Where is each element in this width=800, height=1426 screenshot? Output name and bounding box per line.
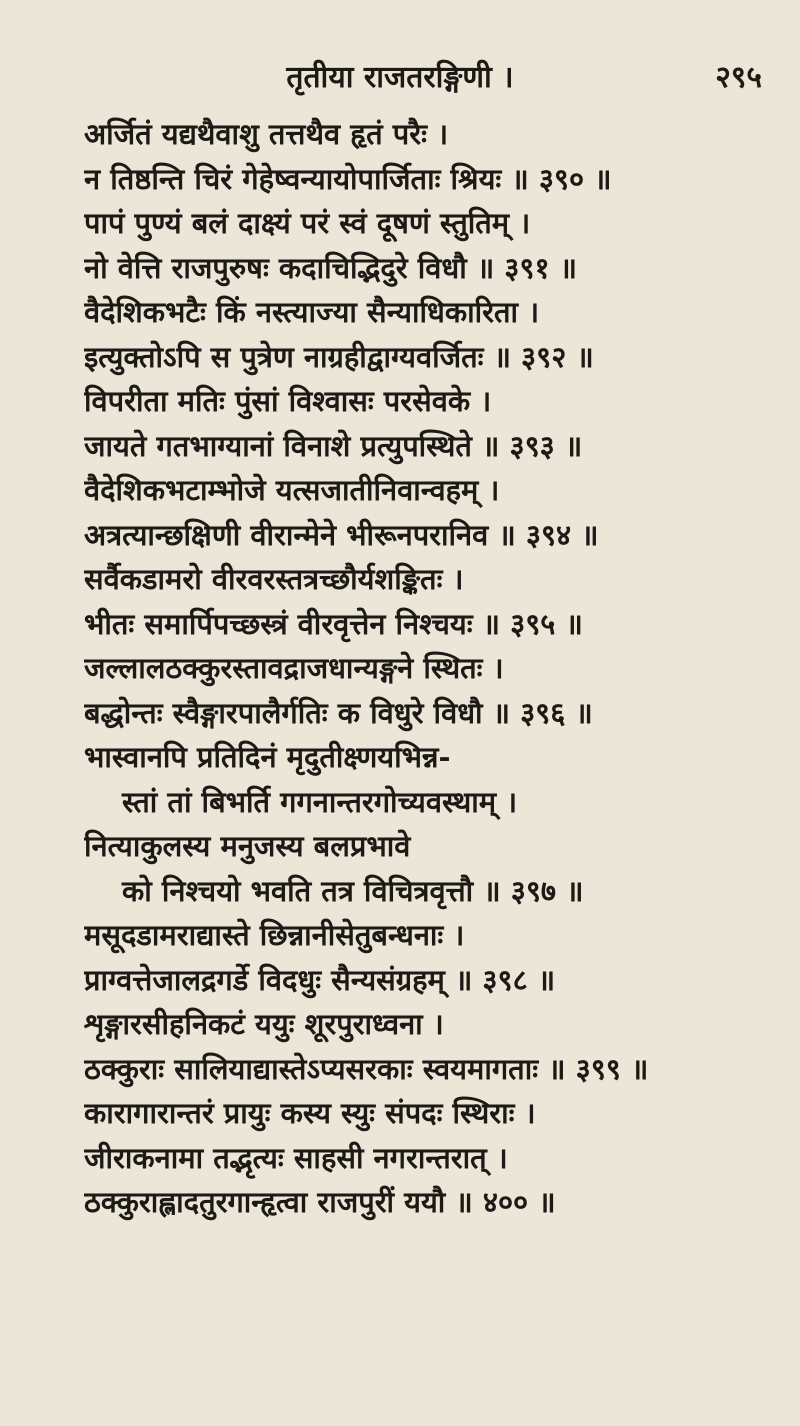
- verse-text-block: [84, 112, 774, 1225]
- verse-line: प्राग्वत्तेजालद्रगर्डे विदधुः सैन्यसंग्रहम् ॥ ३९८ ॥: [84, 962, 556, 997]
- verse-line: इत्युक्तोऽपि स पुत्रेण नाग्रहीद्वाग्यवर्जितः ॥ ३९२ ॥: [84, 339, 594, 374]
- verse-line: भीतः समार्पिपच्छस्त्रं वीरवृत्तेन निश्चयः ॥ ३९५ ॥: [84, 606, 583, 641]
- verse-line: स्तां तां बिभर्ति गगनान्तरगोच्यवस्थाम् ।: [122, 784, 518, 819]
- verse-line: सर्वैकडामरो वीरवरस्तत्रच्छौर्यशङ्कितः ।: [84, 562, 464, 596]
- verse-line: ठक्कुराः सालियाद्यास्तेऽप्यसरकाः स्वयमागताः ॥ ३९९ ॥: [84, 1051, 649, 1086]
- verse-line: भास्वानपि प्रतिदिनं मृदुतीक्ष्णयभिन्न-: [84, 740, 451, 774]
- verse-line: वैदेशिकभटैः किं नस्त्याज्या सैन्याधिकारिता ।: [84, 295, 540, 329]
- verse-line: विपरीता मतिः पुंसां विश्वासः परसेवके ।: [84, 384, 492, 418]
- verse-line: पापं पुण्यं बलं दाक्ष्यं परं स्वं दूषणं स्तुतिम् ।: [84, 206, 531, 240]
- verse-line: को निश्चयो भवति तत्र विचित्रवृत्तौ ॥ ३९७ ॥: [122, 873, 584, 908]
- running-title: तृतीया राजतरङ्गिणी ।: [286, 60, 514, 95]
- verse-line: ठक्कुराह्लादतुरगान्हृत्वा राजपुरीं ययौ ॥ ४०० ॥: [84, 1185, 556, 1219]
- running-head: [0, 58, 800, 98]
- verse-line: जीराकनामा तद्भृत्यः साहसी नगरान्तरात् ।: [84, 1140, 508, 1175]
- verse-line: बद्धोन्तः स्वैङ्गारपालैर्गतिः क विधुरे विधौ ॥ ३९६ ॥: [84, 695, 593, 730]
- verse-line: नो वेत्ति राजपुरुषः कदाचिद्भिदुरे विधौ ॥ ३९१ ॥: [84, 250, 578, 285]
- verse-line: अत्रत्यान्छक्षिणी वीरान्मेने भीरूनपरानिव ॥ ३९४ ॥: [84, 517, 599, 552]
- verse-line: जायते गतभाग्यानां विनाशे प्रत्युपस्थिते ॥ ३९३ ॥: [84, 428, 583, 463]
- verse-line: मसूदडामराद्यास्ते छिन्नानीसेतुबन्धनाः ।: [84, 918, 465, 952]
- verse-line: नित्याकुलस्य मनुजस्य बलप्रभावे: [84, 829, 411, 863]
- verse-line: कारागारान्तरं प्रायुः कस्य स्युः संपदः स्थिराः ।: [84, 1096, 536, 1130]
- verse-line: अर्जितं यद्यथैवाशु तत्तथैव हृतं परैः ।: [84, 117, 449, 151]
- verse-line: न तिष्ठन्ति चिरं गेहेष्वन्यायोपार्जिताः श्रियः ॥ ३९० ॥: [84, 161, 612, 196]
- page-number: २९५: [715, 60, 762, 95]
- verse-line: शृङ्गारसीहनिकटं ययुः शूरपुराध्वना ।: [84, 1007, 444, 1041]
- verse-line: वैदेशिकभटाम्भोजे यत्सजातीनिवान्वहम् ।: [84, 473, 500, 507]
- verse-line: जल्लालठक्कुरस्तावद्राजधान्यङ्गने स्थितः ।: [84, 651, 504, 685]
